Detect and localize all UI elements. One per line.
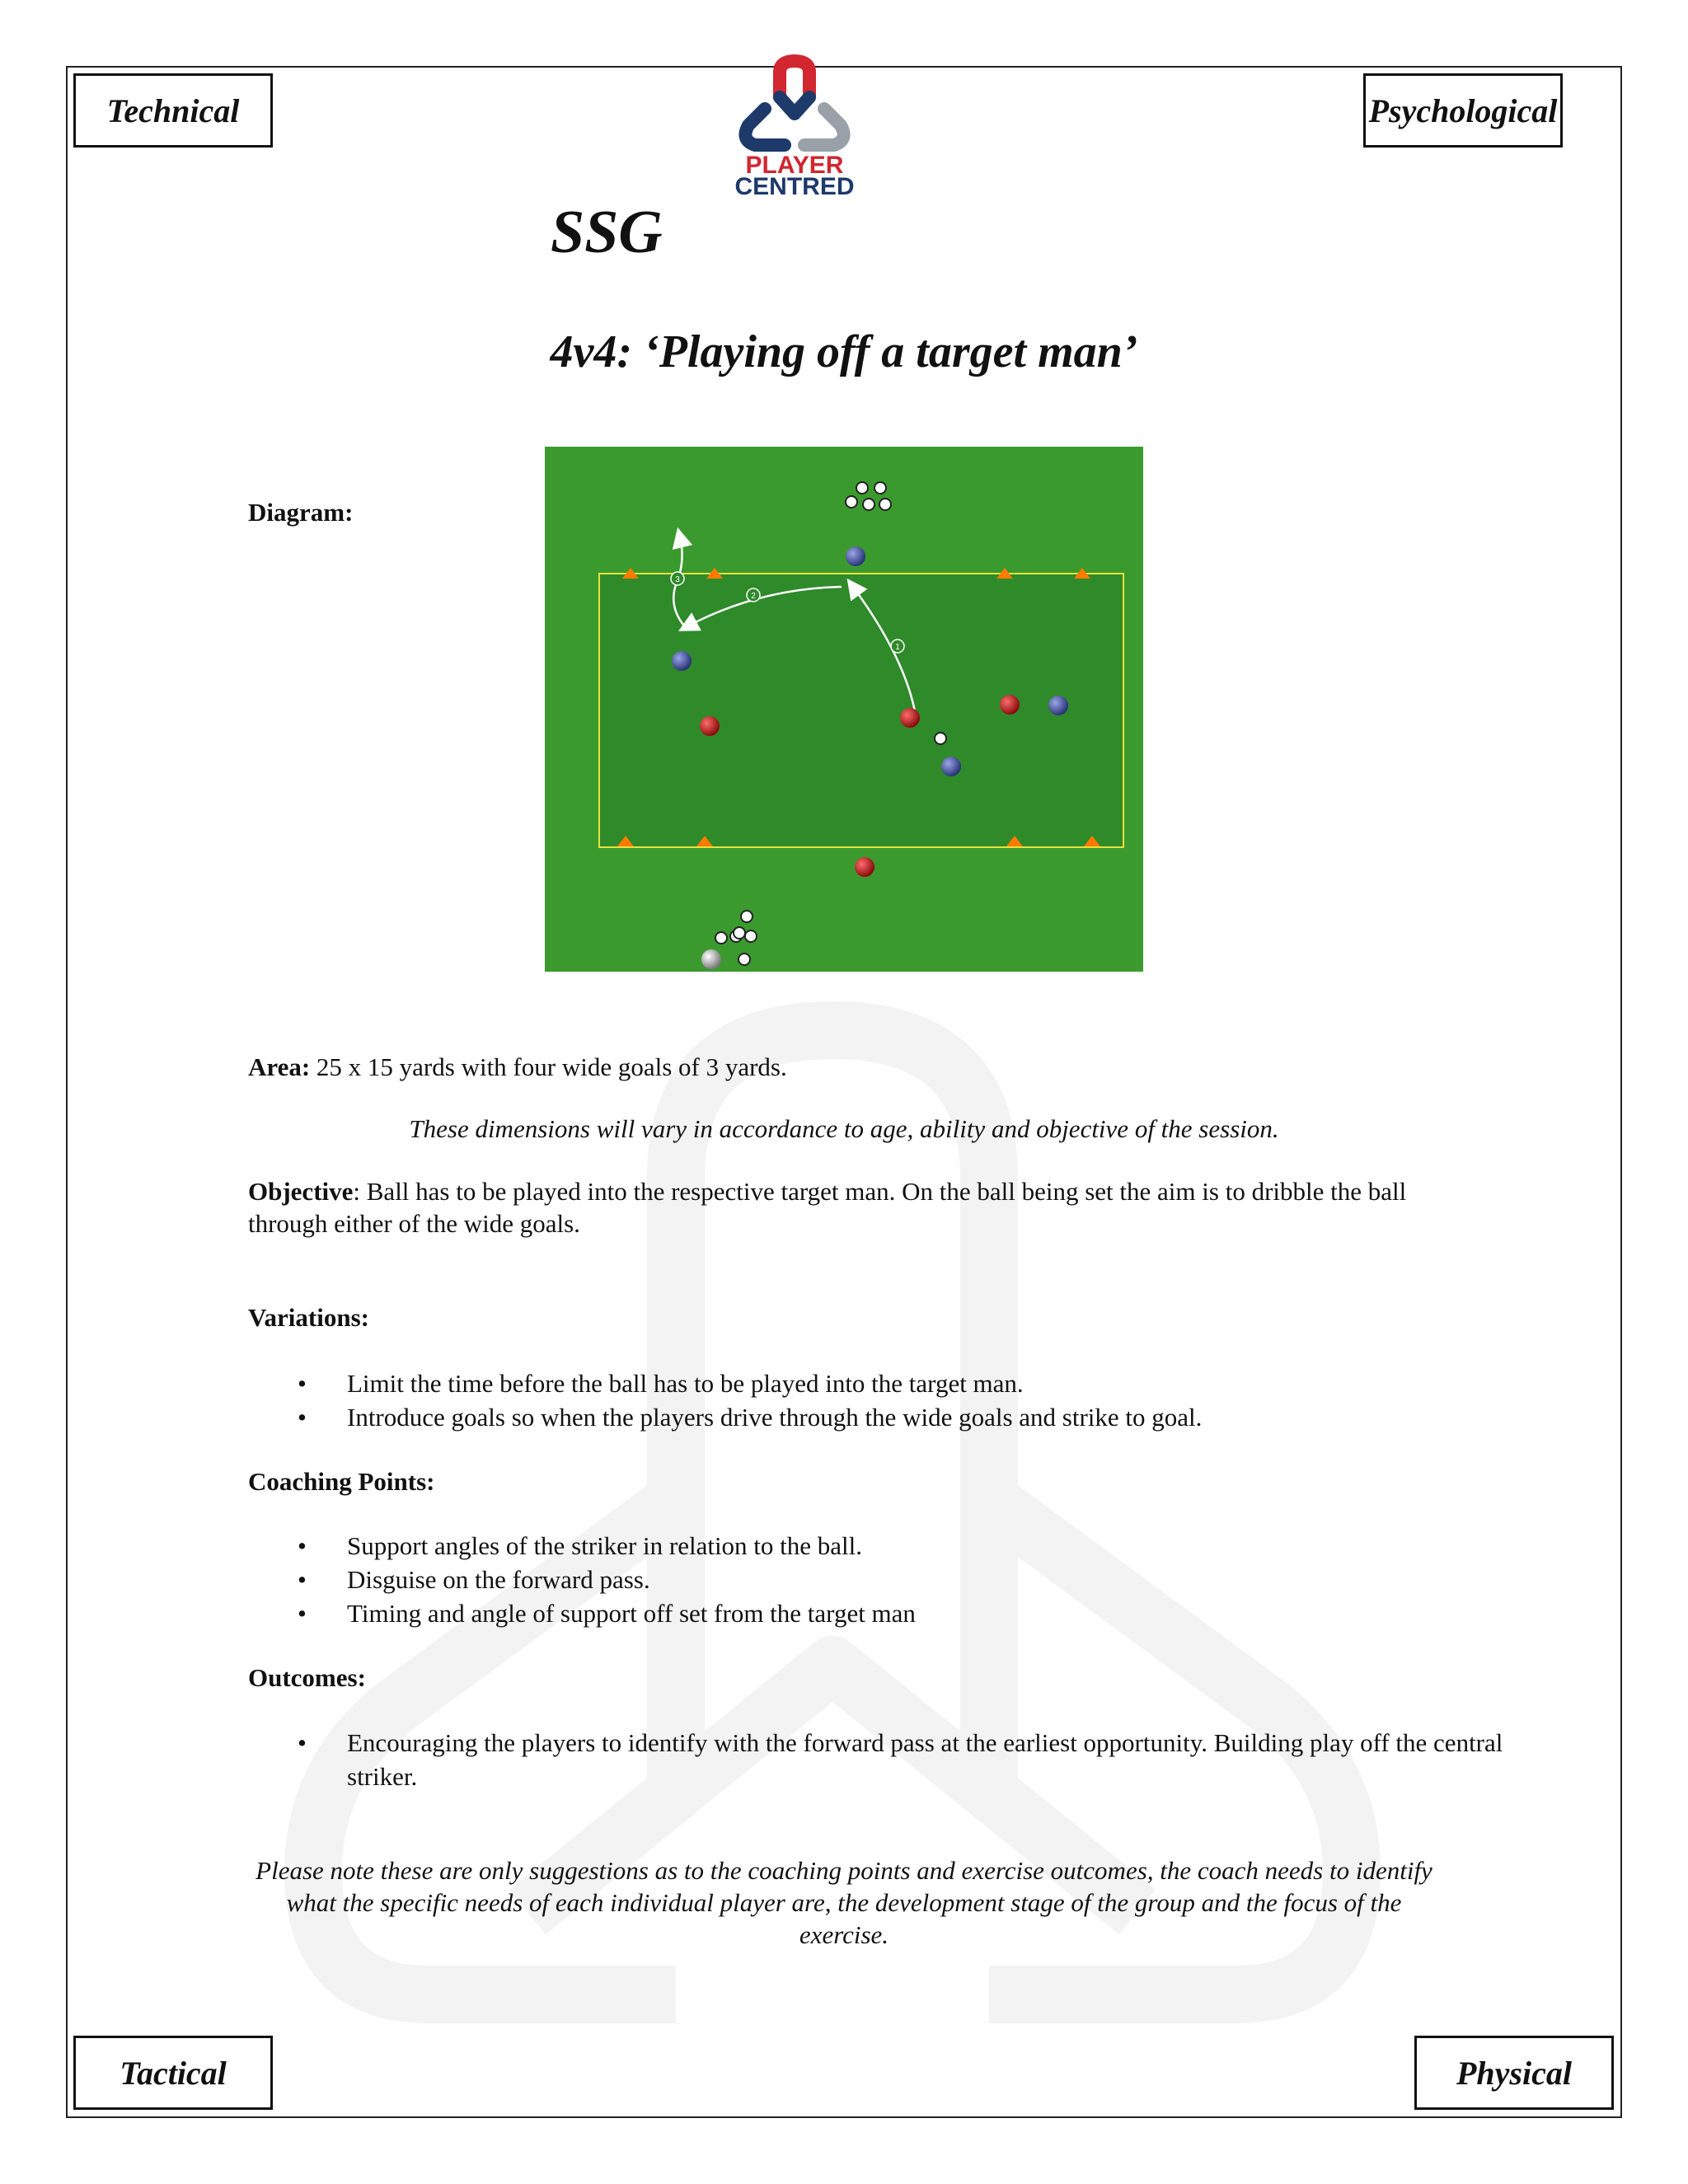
coach-marker [701, 949, 721, 969]
red-player-target [855, 857, 874, 877]
blue-player-target [846, 546, 865, 566]
pass-number-3: 3 [675, 575, 680, 584]
blue-player [1048, 696, 1068, 715]
objective-label: Objective [248, 1177, 354, 1206]
logo-text-centred: CENTRED [734, 173, 855, 196]
match-ball [935, 733, 946, 744]
psychological-label: Psychological [1363, 73, 1563, 148]
page-title: 4v4: ‘Playing off a target man’ [550, 326, 1138, 377]
pitch-diagram [545, 447, 1143, 972]
player-centred-logo [707, 51, 882, 196]
list-item: • Support angles of the striker in relation to the ball. [248, 1529, 1534, 1563]
outcomes-heading: Outcomes: [248, 1663, 366, 1692]
list-item: • Encouraging the players to identify with the forward pass at the earliest opportunity. Building play off the central striker. [248, 1726, 1534, 1793]
red-player [900, 708, 920, 728]
physical-label: Physical [1414, 2036, 1614, 2110]
red-player [1000, 695, 1020, 715]
pass-number-2: 2 [751, 592, 756, 601]
footer-note: Please note these are only suggestions as to the coaching points and exercise outcomes, the coach needs to identify what the specific needs of each individual player are, the development stage of the group and the focus of the exercise. [256, 1856, 1432, 1949]
session-type: SSG [551, 199, 663, 266]
red-player [700, 716, 720, 736]
area-text: 25 x 15 yards with four wide goals of 3 yards. [316, 1052, 787, 1081]
blue-player [941, 757, 961, 776]
coaching-points-list [248, 1529, 1534, 1630]
blue-player [672, 651, 692, 671]
dimensions-note: These dimensions will vary in accordance to age, ability and objective of the session. [409, 1114, 1279, 1143]
variations-list [248, 1366, 1534, 1434]
area-line [248, 1051, 1443, 1083]
outcomes-list [248, 1726, 1534, 1793]
diagram-label: Diagram: [248, 498, 354, 527]
objective-text: : Ball has to be played into the respective target man. On the ball being set the aim is to dribble the ball through either of the wide goals. [248, 1177, 1407, 1238]
pass-number-1: 1 [895, 643, 900, 652]
tactical-label: Tactical [73, 2036, 273, 2110]
list-item: • Introduce goals so when the players drive through the wide goals and strike to goal. [248, 1400, 1534, 1434]
variations-heading: Variations: [248, 1303, 369, 1332]
coaching-points-heading: Coaching Points: [248, 1467, 435, 1496]
technical-label: Technical [73, 73, 273, 148]
list-item: • Disguise on the forward pass. [248, 1563, 1534, 1596]
area-label: Area: [248, 1052, 311, 1081]
objective-paragraph [248, 1175, 1443, 1240]
list-item: • Limit the time before the ball has to be played into the target man. [248, 1366, 1534, 1400]
logo-text-player: PLAYER [745, 152, 844, 179]
list-item: • Timing and angle of support off set from the target man [248, 1596, 1534, 1630]
